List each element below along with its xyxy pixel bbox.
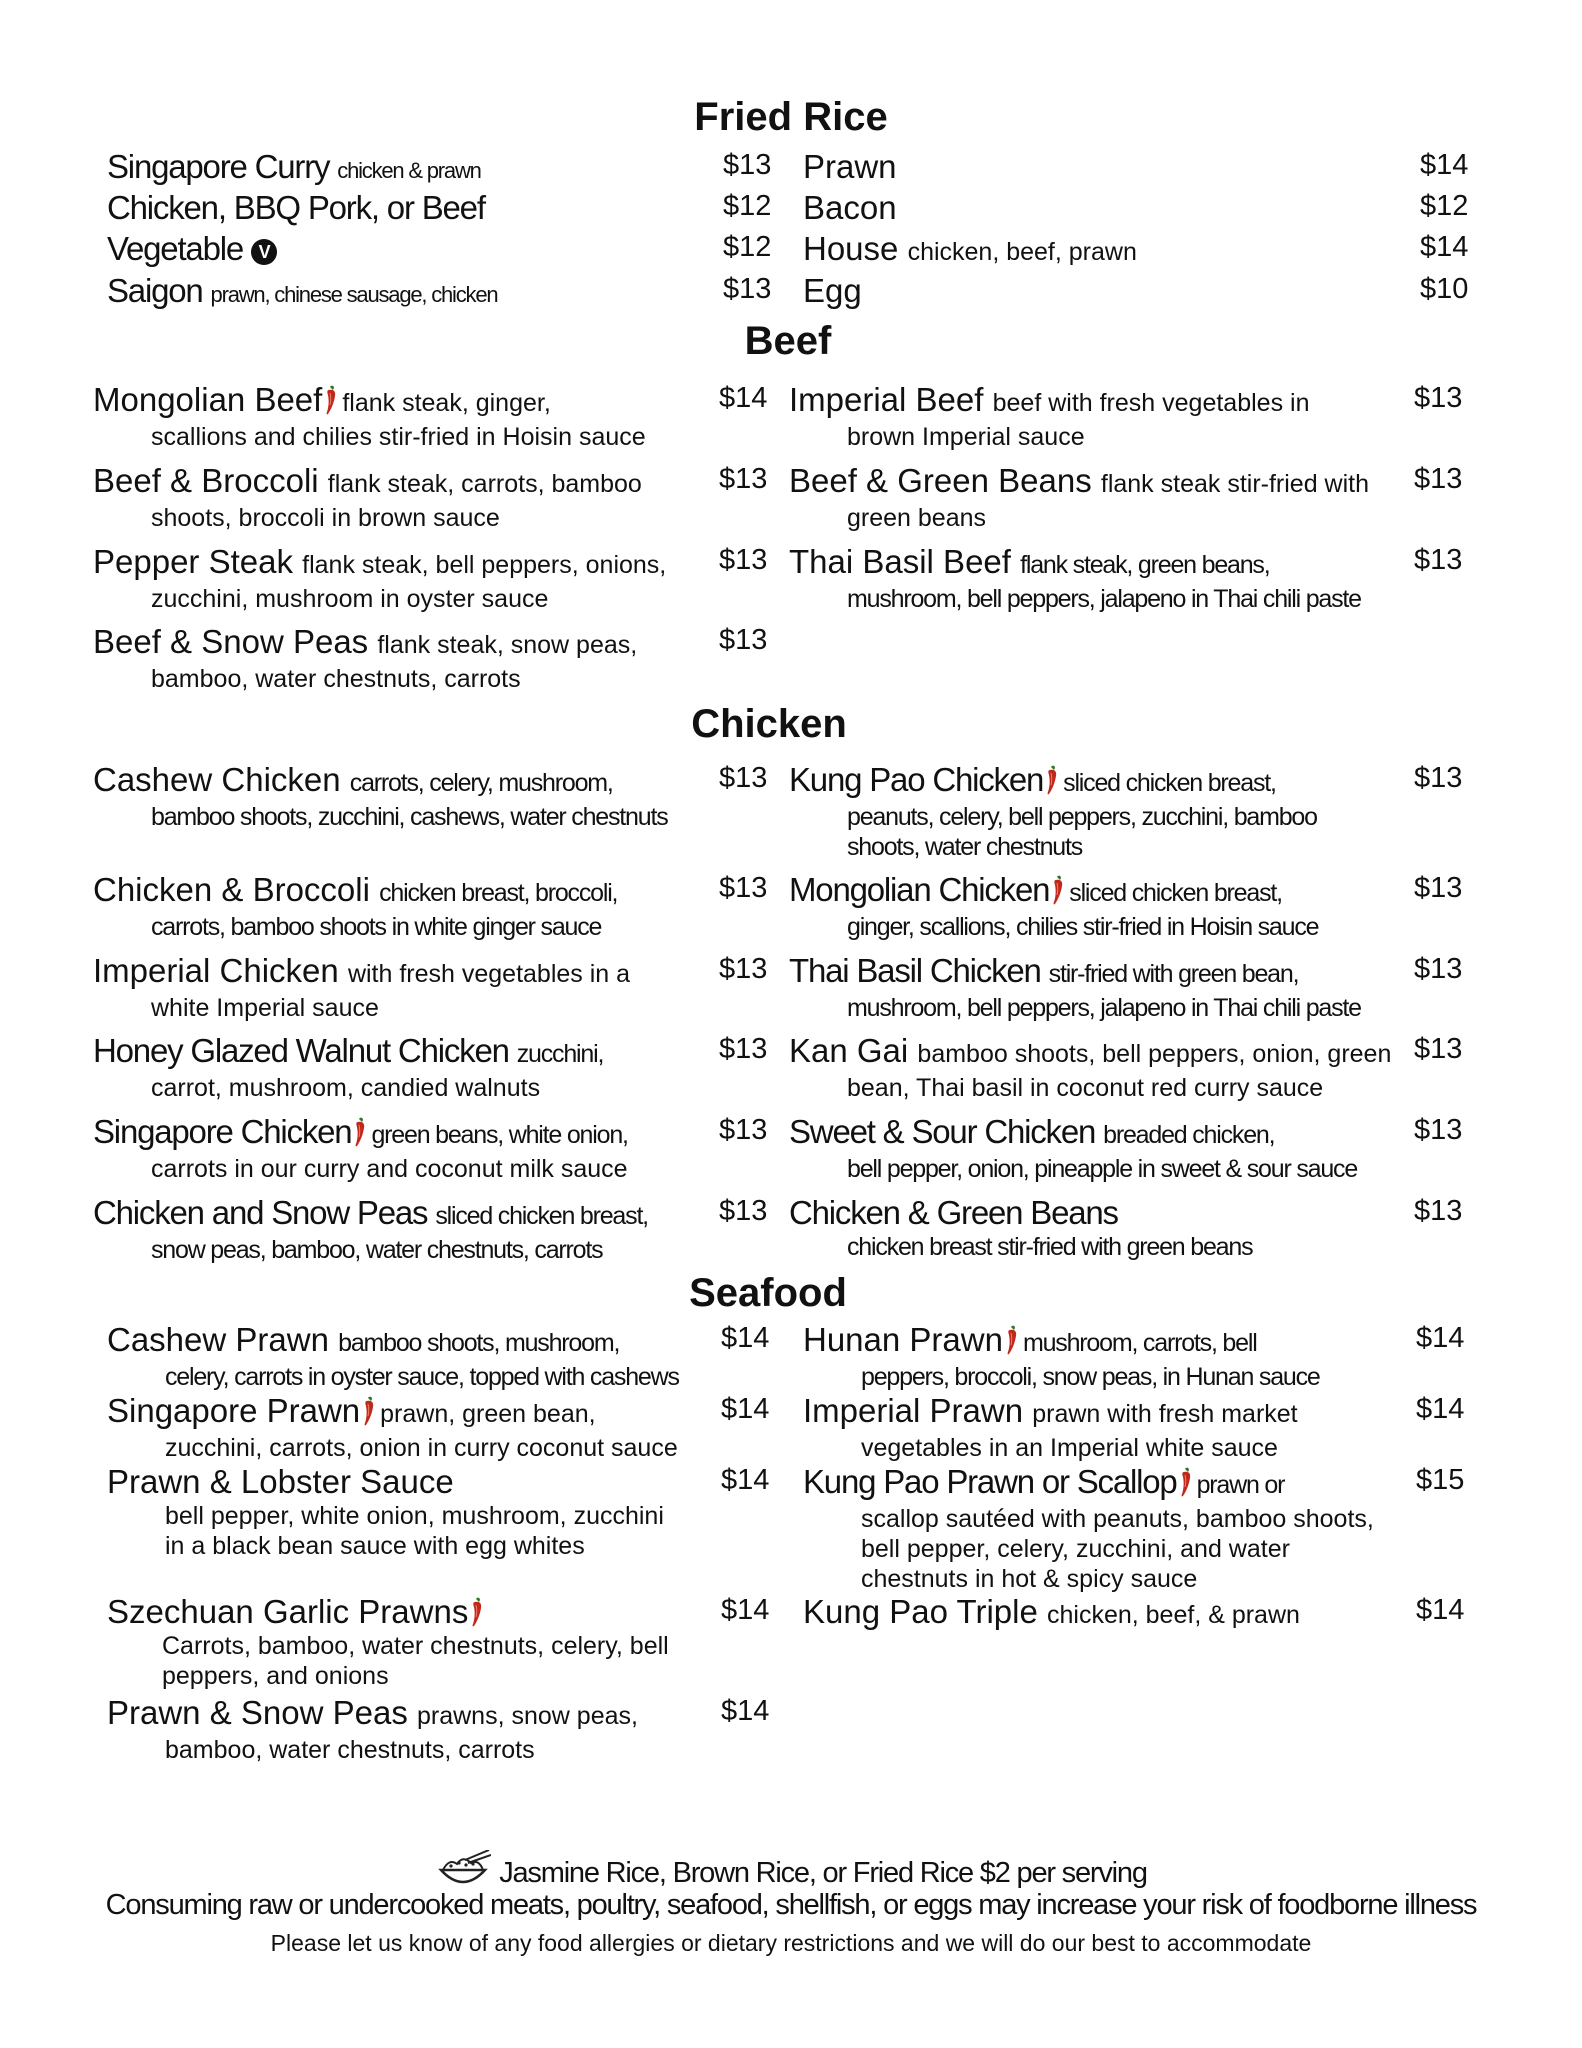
item-desc-line: brown Imperial sauce xyxy=(847,423,1085,451)
item-desc: flank steak, ginger, xyxy=(342,389,551,417)
item-desc-line: carrots in our curry and coconut milk sauce xyxy=(151,1155,628,1183)
item-price: $14 xyxy=(1420,231,1469,263)
item-name: Vegetable xyxy=(107,230,244,267)
menu-item-honey-glazed-walnut-chicken xyxy=(93,1032,603,1103)
item-price: $12 xyxy=(723,190,772,222)
item-name: Beef & Broccoli xyxy=(93,462,319,499)
item-desc-line: scallop sautéed with peanuts, bamboo shoots, xyxy=(861,1505,1374,1533)
menu-item-singapore-chicken xyxy=(93,1113,628,1184)
item-price: $13 xyxy=(719,953,768,985)
section-title-beef: Beef xyxy=(744,319,832,363)
section-title-chicken: Chicken xyxy=(691,702,847,746)
menu-item-pepper-steak xyxy=(93,543,666,614)
menu-item-kung-pao-chicken xyxy=(789,761,1317,862)
item-desc: prawns, snow peas, xyxy=(417,1702,638,1730)
item-price: $13 xyxy=(1414,1114,1463,1146)
menu-item-singapore-curry xyxy=(107,148,481,190)
item-name: Chicken, BBQ Pork, or Beef xyxy=(107,189,485,226)
item-name: Thai Basil Chicken xyxy=(789,952,1041,989)
item-price: $13 xyxy=(1414,1195,1463,1227)
item-desc-line: bamboo, water chestnuts, carrots xyxy=(151,665,521,693)
menu-item-saigon xyxy=(107,272,497,314)
item-desc: green beans, white onion, xyxy=(371,1121,628,1149)
item-price: $14 xyxy=(721,1322,770,1354)
item-desc-line: carrots, bamboo shoots in white ginger sauce xyxy=(151,913,602,941)
item-price: $13 xyxy=(719,624,768,656)
item-price: $13 xyxy=(723,273,772,305)
item-price: $13 xyxy=(1414,463,1463,495)
item-desc-line: vegetables in an Imperial white sauce xyxy=(861,1434,1278,1462)
item-price: $14 xyxy=(1420,149,1469,181)
item-name: Prawn xyxy=(803,148,897,185)
menu-item-prawn-rice xyxy=(803,148,897,186)
item-name: Singapore Chicken xyxy=(93,1113,352,1150)
item-desc-line: bell pepper, white onion, mushroom, zucchini xyxy=(165,1502,664,1530)
item-name: Mongolian Beef xyxy=(93,381,323,418)
item-desc: with fresh vegetables in a xyxy=(347,960,631,988)
item-price: $13 xyxy=(1414,544,1463,576)
menu-item-singapore-prawn xyxy=(107,1392,678,1463)
item-desc: beef with fresh vegetables in xyxy=(992,389,1310,417)
item-price: $13 xyxy=(1414,872,1463,904)
menu-item-vegetable xyxy=(107,230,277,268)
item-name: Prawn & Lobster Sauce xyxy=(107,1463,454,1500)
menu-item-beef-broccoli xyxy=(93,462,642,533)
item-desc-line: zucchini, mushroom in oyster sauce xyxy=(151,585,549,613)
item-desc: carrots, celery, mushroom, xyxy=(349,769,613,797)
item-name: Chicken & Broccoli xyxy=(93,871,370,908)
item-name: Chicken & Green Beans xyxy=(789,1194,1118,1231)
menu-item-mongolian-chicken xyxy=(789,871,1318,942)
item-desc: prawn, chinese sausage, chicken xyxy=(210,282,498,307)
item-desc: chicken breast, broccoli, xyxy=(379,879,618,907)
item-price: $14 xyxy=(1416,1393,1465,1425)
menu-item-cashew-prawn xyxy=(107,1321,679,1392)
item-desc: sliced chicken breast, xyxy=(1063,769,1276,797)
chili-pepper-icon xyxy=(1179,1467,1193,1497)
item-name: Cashew Chicken xyxy=(93,761,341,798)
chili-pepper-icon xyxy=(353,1117,367,1147)
item-desc-line: in a black bean sauce with egg whites xyxy=(165,1532,585,1560)
item-price: $13 xyxy=(719,1033,768,1065)
item-name: Bacon xyxy=(803,189,897,226)
menu-item-prawn-lobster-sauce xyxy=(107,1463,664,1561)
menu-item-beef-green-beans xyxy=(789,462,1369,533)
item-desc-line: bamboo shoots, zucchini, cashews, water chestnuts xyxy=(151,803,668,831)
item-price: $13 xyxy=(1414,382,1463,414)
item-name: Kan Gai xyxy=(789,1032,909,1069)
chili-pepper-icon xyxy=(1005,1325,1019,1355)
chili-pepper-icon xyxy=(362,1396,376,1426)
menu-item-kan-gai xyxy=(789,1032,1391,1103)
menu-item-kung-pao-prawn-scallop xyxy=(803,1463,1374,1594)
item-desc-line: peanuts, celery, bell peppers, zucchini, bamboo xyxy=(847,803,1317,831)
menu-item-egg xyxy=(803,272,862,310)
item-price: $10 xyxy=(1420,273,1469,305)
item-price: $13 xyxy=(719,872,768,904)
item-desc: prawn, green bean, xyxy=(380,1400,596,1428)
item-price: $13 xyxy=(1414,953,1463,985)
item-price: $13 xyxy=(1414,762,1463,794)
menu-item-house xyxy=(803,230,1137,271)
menu-item-sweet-sour-chicken xyxy=(789,1113,1357,1184)
item-name: Szechuan Garlic Prawns xyxy=(107,1593,469,1630)
item-name: Chicken and Snow Peas xyxy=(93,1194,428,1231)
item-price: $13 xyxy=(719,762,768,794)
item-name: Mongolian Chicken xyxy=(789,871,1050,908)
item-desc-line: scallions and chilies stir-fried in Hoisin sauce xyxy=(151,423,646,451)
item-name: Singapore Prawn xyxy=(107,1392,361,1429)
item-name: Sweet & Sour Chicken xyxy=(789,1113,1096,1150)
item-price: $14 xyxy=(721,1393,770,1425)
menu-item-thai-basil-chicken xyxy=(789,952,1361,1023)
item-desc-line: bell pepper, onion, pineapple in sweet & sour sauce xyxy=(847,1155,1358,1183)
item-desc: stir-fried with green bean, xyxy=(1048,960,1299,988)
item-name: Beef & Green Beans xyxy=(789,462,1092,499)
item-desc: chicken & prawn xyxy=(337,158,481,183)
item-desc: mushroom, carrots, bell xyxy=(1022,1329,1257,1357)
rice-note xyxy=(0,1850,1582,1890)
menu-item-kung-pao-triple xyxy=(803,1593,1300,1634)
item-desc-line: bell pepper, celery, zucchini, and water xyxy=(861,1535,1290,1563)
menu-item-chicken-bbq-pork-beef xyxy=(107,189,485,227)
item-desc: chicken, beef, prawn xyxy=(907,238,1137,266)
menu-item-bacon xyxy=(803,189,897,227)
chili-pepper-icon xyxy=(470,1597,484,1627)
chili-pepper-icon xyxy=(1051,875,1065,905)
item-name: Imperial Chicken xyxy=(93,952,339,989)
item-name: Hunan Prawn xyxy=(803,1321,1003,1358)
item-price: $14 xyxy=(719,382,768,414)
item-name: Prawn & Snow Peas xyxy=(107,1694,408,1731)
item-desc-line: celery, carrots in oyster sauce, topped with cashews xyxy=(165,1363,679,1391)
item-desc-line: chicken breast stir-fried with green beans xyxy=(847,1233,1253,1261)
item-desc-line: shoots, broccoli in brown sauce xyxy=(151,504,500,532)
item-desc: flank steak, carrots, bamboo xyxy=(327,470,642,498)
allergy-note: Please let us know of any food allergies or dietary restrictions and we will do our best to accommodate xyxy=(270,1930,1312,1956)
item-desc-line: ginger, scallions, chilies stir-fried in Hoisin sauce xyxy=(847,913,1319,941)
item-name: House xyxy=(803,230,899,267)
menu-item-hunan-prawn xyxy=(803,1321,1320,1392)
menu-item-imperial-prawn xyxy=(803,1392,1298,1463)
item-desc-line: shoots, water chestnuts xyxy=(847,833,1083,861)
item-name: Saigon xyxy=(107,272,203,309)
chili-pepper-icon xyxy=(1045,765,1059,795)
item-desc-line: peppers, and onions xyxy=(162,1662,389,1690)
item-desc: breaded chicken, xyxy=(1103,1121,1275,1149)
item-desc: bamboo shoots, bell peppers, onion, green xyxy=(917,1040,1392,1068)
item-price: $15 xyxy=(1416,1464,1465,1496)
item-price: $12 xyxy=(723,231,772,263)
item-desc-line: carrot, mushroom, candied walnuts xyxy=(151,1074,541,1102)
menu-item-chicken-green-beans xyxy=(789,1194,1252,1262)
item-name: Thai Basil Beef xyxy=(789,543,1011,580)
item-desc: chicken, beef, & prawn xyxy=(1047,1601,1300,1629)
item-name: Honey Glazed Walnut Chicken xyxy=(93,1032,509,1069)
item-name: Imperial Beef xyxy=(789,381,984,418)
item-price: $13 xyxy=(719,1114,768,1146)
item-desc: flank steak, snow peas, xyxy=(377,631,638,659)
item-name: Kung Pao Prawn or Scallop xyxy=(803,1463,1177,1500)
rice-note-text: Jasmine Rice, Brown Rice, or Fried Rice $2 per serving xyxy=(499,1857,1147,1889)
item-desc: bamboo shoots, mushroom, xyxy=(338,1329,620,1357)
menu-item-mongolian-beef xyxy=(93,381,646,452)
item-name: Pepper Steak xyxy=(93,543,293,580)
item-desc-line: peppers, broccoli, snow peas, in Hunan sauce xyxy=(861,1363,1320,1391)
item-desc: zucchini, xyxy=(516,1040,604,1068)
foodborne-warning: Consuming raw or undercooked meats, poultry, seafood, shellfish, or eggs may increase your risk of foodborne illness xyxy=(105,1889,1477,1921)
item-name: Imperial Prawn xyxy=(803,1392,1024,1429)
item-price: $14 xyxy=(721,1594,770,1626)
item-desc: sliced chicken breast, xyxy=(435,1202,648,1230)
menu-item-thai-basil-beef xyxy=(789,543,1361,614)
rice-bowl-icon xyxy=(435,1850,491,1890)
item-price: $13 xyxy=(723,149,772,181)
menu-item-chicken-snow-peas xyxy=(93,1194,648,1265)
item-name: Egg xyxy=(803,272,862,309)
item-price: $13 xyxy=(1414,1033,1463,1065)
menu-item-szechuan-garlic-prawns xyxy=(107,1593,669,1691)
item-desc: flank steak, green beans, xyxy=(1020,551,1270,579)
item-name: Cashew Prawn xyxy=(107,1321,329,1358)
item-desc: sliced chicken breast, xyxy=(1069,879,1282,907)
menu-item-prawn-snow-peas xyxy=(107,1694,638,1765)
item-price: $14 xyxy=(721,1695,770,1727)
item-price: $13 xyxy=(719,544,768,576)
item-desc: flank steak, bell peppers, onions, xyxy=(302,551,667,579)
item-desc-line: bamboo, water chestnuts, carrots xyxy=(165,1736,535,1764)
item-desc-line: bean, Thai basil in coconut red curry sauce xyxy=(847,1074,1324,1102)
item-price: $14 xyxy=(1416,1594,1465,1626)
item-desc-line: chestnuts in hot & spicy sauce xyxy=(861,1565,1198,1593)
item-price: $14 xyxy=(721,1464,770,1496)
menu-item-cashew-chicken xyxy=(93,761,668,832)
menu-item-beef-snow-peas xyxy=(93,623,637,694)
vegan-badge-icon: V xyxy=(251,239,277,265)
item-desc-line: mushroom, bell peppers, jalapeno in Thai chili paste xyxy=(847,585,1361,613)
item-desc-line: green beans xyxy=(847,504,987,532)
item-desc: prawn or xyxy=(1196,1471,1285,1499)
item-name: Kung Pao Triple xyxy=(803,1593,1038,1630)
item-desc-line: Carrots, bamboo, water chestnuts, celery, bell xyxy=(162,1632,669,1660)
chili-pepper-icon xyxy=(324,385,338,415)
item-price: $12 xyxy=(1420,190,1469,222)
item-desc-line: white Imperial sauce xyxy=(151,994,379,1022)
item-name: Beef & Snow Peas xyxy=(93,623,369,660)
item-desc-line: zucchini, carrots, onion in curry coconut sauce xyxy=(165,1434,678,1462)
item-desc-line: snow peas, bamboo, water chestnuts, carrots xyxy=(151,1236,603,1264)
item-desc: prawn with fresh market xyxy=(1032,1400,1298,1428)
item-name: Singapore Curry xyxy=(107,148,330,185)
menu-item-chicken-broccoli xyxy=(93,871,617,942)
menu-item-imperial-beef xyxy=(789,381,1309,452)
item-price: $14 xyxy=(1416,1322,1465,1354)
item-desc: flank steak stir-fried with xyxy=(1100,470,1370,498)
section-title-fried-rice: Fried Rice xyxy=(694,95,888,139)
item-desc-line: mushroom, bell peppers, jalapeno in Thai chili paste xyxy=(847,994,1361,1022)
item-price: $13 xyxy=(719,1195,768,1227)
item-name: Kung Pao Chicken xyxy=(789,761,1044,798)
section-title-seafood: Seafood xyxy=(689,1271,847,1315)
menu-item-imperial-chicken xyxy=(93,952,630,1023)
item-price: $13 xyxy=(719,463,768,495)
